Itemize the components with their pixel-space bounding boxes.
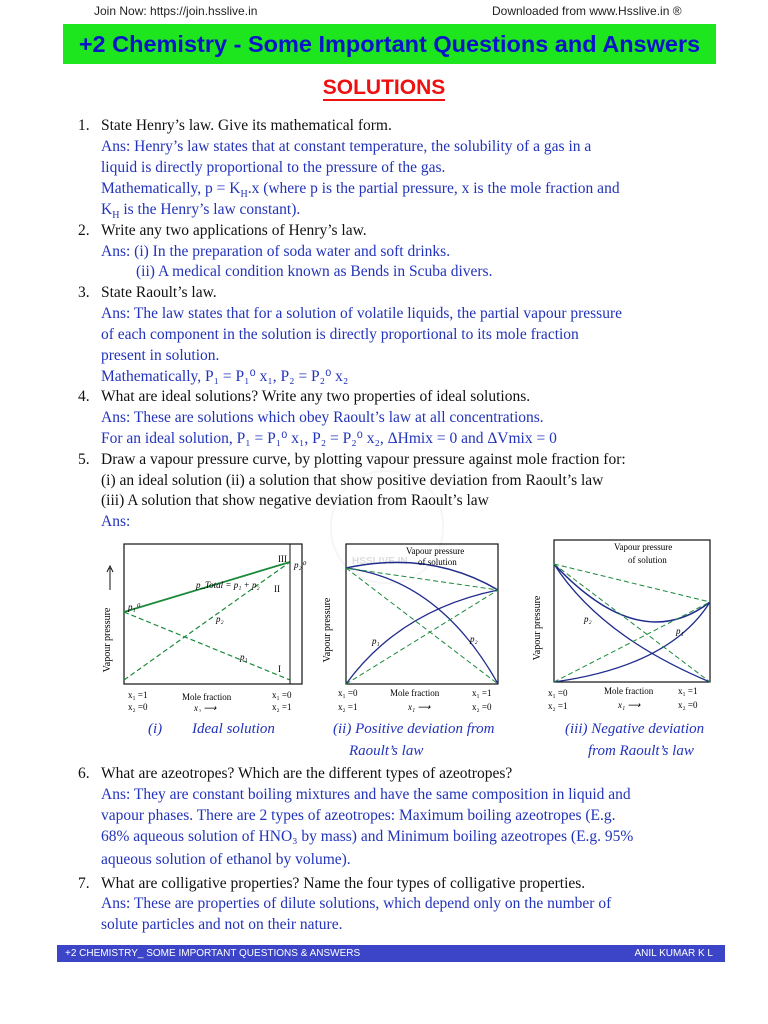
watermark-text: HSSLIVE.IN (352, 556, 408, 567)
page-title: SOLUTIONS (322, 76, 446, 99)
total-vp-curve (554, 564, 710, 622)
q5-answer-label: Ans: (101, 513, 131, 530)
x-axis-label: Mole fraction (182, 692, 232, 702)
x2-label: x₂ =0 (128, 702, 148, 712)
page-footer (57, 945, 725, 962)
x1-arrow: x₁ ⟶ (618, 700, 641, 710)
q3-answer-line: of each component in the solution is directly proportional to its mole fraction (101, 326, 579, 343)
caption-1-num: (i) (148, 721, 163, 737)
vp-label-2: of solution (628, 555, 667, 565)
x1-arrow: x₁ ⟶ (408, 702, 431, 712)
download-source: Downloaded from www.Hsslive.in ® (492, 4, 682, 18)
ideal-p2-line (554, 602, 710, 682)
footer-left: +2 CHEMISTRY_ SOME IMPORTANT QUESTIONS & ANSWERS (65, 948, 361, 959)
q6-question: What are azeotropes? Which are the different types of azeotropes? (101, 765, 513, 782)
q3-number: 3. (78, 284, 90, 301)
x-axis-label: Mole fraction (604, 686, 654, 696)
x1-label: x₁ =0 (548, 688, 568, 698)
q6-answer-line: aqueous solution of ethanol by volume). (101, 851, 351, 868)
x1-end-label: x₁ =1 (472, 688, 492, 698)
x2-end-label: x₂ =0 (472, 702, 492, 712)
q3-answer-line: present in solution. (101, 347, 220, 364)
caption-2-line1: (ii) Positive deviation from (333, 721, 495, 737)
q2-answer-line: Ans: (i) In the preparation of soda water and soft drinks. (101, 243, 451, 260)
p1-label: p₁ (240, 652, 248, 662)
ideal-p1-line (554, 564, 710, 682)
region-i: I (278, 664, 281, 674)
x2-arrow: x₂ ⟶ (194, 703, 217, 712)
x2-end-label: x₂ =1 (272, 702, 292, 712)
ptotal-label: p_Total = p₁ + p₂ (196, 580, 260, 590)
q7-question: What are colligative properties? Name the four types of colligative properties. (101, 875, 586, 892)
q6-answer-line: 68% aqueous solution of HNO₃ by mass) and Minimum boiling azeotropes (E.g. 95% (101, 828, 634, 845)
negative-deviation-graph (530, 536, 720, 712)
q5-question: (i) an ideal solution (ii) a solution that show positive deviation from Raoult’s law (101, 472, 604, 489)
region-ii: II (274, 584, 280, 594)
x2-end-label: x₂ =0 (678, 700, 698, 710)
q5-question: Draw a vapour pressure curve, by plotting vapour pressure against mole fraction for: (101, 451, 626, 468)
q5-question: (iii) A solution that show negative deviation from Raoult’s law (101, 492, 489, 509)
q6-answer-line: Ans: They are constant boiling mixtures and have the same composition in liquid and (101, 786, 631, 803)
q1-answer-line: liquid is directly proportional to the pressure of the gas. (101, 159, 446, 176)
q7-number: 7. (78, 875, 90, 892)
q1-answer-line: Mathematically, $p = K_H.x$ (where p is the partial pressure, x is the mole fraction and (101, 180, 620, 201)
p2-label: p₂ (216, 614, 224, 624)
x-axis-label: Mole fraction (390, 688, 440, 698)
footer-author: ANIL KUMAR K L (634, 948, 713, 959)
x2-label: x₂ =1 (548, 701, 568, 711)
q3-question: State Raoult’s law. (101, 284, 217, 301)
q3-answer-line: Ans: The law states that for a solution of volatile liquids, the partial vapour pressure (101, 305, 622, 322)
caption-3-line2: from Raoult’s law (588, 743, 694, 759)
p1-zero-label: p₁⁰ (128, 602, 140, 612)
graph-frame (124, 544, 302, 684)
x1-end-label: x₁ =0 (272, 690, 292, 700)
ideal-total-line (554, 564, 710, 602)
p1-label: p₁ (372, 636, 380, 646)
q2-question: Write any two applications of Henry’s law. (101, 222, 367, 239)
q5-number: 5. (78, 451, 90, 468)
vp-label-1: Vapour pressure (406, 546, 465, 556)
q2-answer-line: (ii) A medical condition known as Bends in Scuba divers. (136, 263, 493, 280)
q2-number: 2. (78, 222, 90, 239)
x1-label: x₁ =1 (128, 690, 148, 700)
q1-answer-line: Ans: Henry’s law states that at constant temperature, the solubility of a gas in a (101, 138, 592, 155)
x1-end-label: x₁ =1 (678, 686, 698, 696)
vp-label-2: of solution (418, 557, 457, 567)
x1-label: x₁ =0 (338, 688, 358, 698)
q1-answer-line: $K_H$ is the Henry’s law constant). (101, 201, 301, 222)
p2-label: p₂ (584, 614, 592, 624)
q7-answer-line: Ans: These are properties of dilute solutions, which depend only on the number of (101, 895, 612, 912)
banner-title: +2 Chemistry - Some Important Questions and Answers (78, 31, 701, 57)
q1-number: 1. (78, 117, 90, 134)
q6-number: 6. (78, 765, 90, 782)
y-axis-label: Vapour pressure (322, 597, 333, 663)
caption-1-text: Ideal solution (192, 721, 275, 737)
q1-question: State Henry’s law. Give its mathematical form. (101, 117, 392, 134)
region-iii: III (278, 554, 287, 564)
q4-answer-line: Ans: These are solutions which obey Raoult’s law at all concentrations. (101, 409, 544, 426)
q6-answer-line: vapour phases. There are 2 types of azeotropes: Maximum boiling azeotropes (E.g. (101, 807, 616, 824)
p1-label: p₁ (676, 626, 684, 636)
vp-label-1: Vapour pressure (614, 542, 673, 552)
join-link[interactable]: Join Now: https://join.hsslive.in (94, 4, 258, 18)
y-axis-label: Vapour pressure (532, 595, 543, 661)
positive-deviation-graph (320, 540, 510, 712)
p1-line (124, 612, 290, 680)
q4-answer-line: For an ideal solution, P₁ = P₁⁰ x₁, P₂ = P₂⁰ x₂, ΔHmix = 0 and ΔVmix = 0 (101, 430, 557, 447)
caption-3-line1: (iii) Negative deviation (565, 721, 705, 737)
q7-answer-line: solute particles and not on their nature. (101, 916, 343, 933)
p2-label: p₂ (470, 634, 478, 644)
ideal-solution-graph (102, 540, 312, 712)
caption-2-line2: Raoult’s law (349, 743, 424, 759)
x2-label: x₂ =1 (338, 702, 358, 712)
p2-zero-label: p₂⁰ (294, 560, 306, 570)
y-axis-label: Vapour pressure (102, 607, 113, 673)
q3-formula: Mathematically, P₁ = P₁⁰ x₁, P₂ = P₂⁰ x₂ (101, 368, 349, 385)
q4-question: What are ideal solutions? Write any two properties of ideal solutions. (101, 388, 531, 405)
ideal-p1-line (346, 568, 498, 684)
q4-number: 4. (78, 388, 90, 405)
